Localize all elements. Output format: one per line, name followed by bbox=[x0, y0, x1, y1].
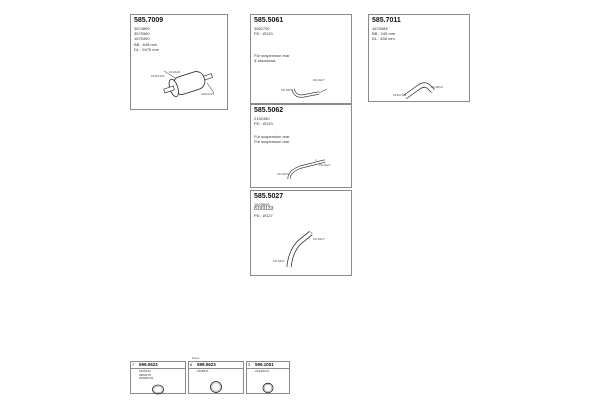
part-card-585-7009 bbox=[130, 14, 228, 110]
part-ref-line: 1675490 bbox=[134, 36, 150, 41]
part-ref-line: 3574809 bbox=[134, 26, 150, 31]
callout-label: 1D-0127 bbox=[277, 172, 289, 176]
fixing-card bbox=[188, 361, 244, 394]
leader-line bbox=[319, 89, 327, 93]
part-number: 585.7011 bbox=[372, 17, 401, 24]
pipe-drawing bbox=[289, 79, 329, 101]
part-card-585-7011 bbox=[368, 14, 470, 102]
part-ref-line: 1675984 bbox=[372, 26, 388, 31]
part-ref-line: 3575980 bbox=[134, 31, 150, 36]
part-number: 585.5062 bbox=[254, 107, 284, 114]
part-number: 585.5027 bbox=[254, 193, 284, 200]
clamp-ring-drawing bbox=[209, 380, 223, 394]
part-ref-line: 2152450 bbox=[254, 116, 270, 121]
strip-title: Fixes bbox=[192, 356, 200, 360]
callout-label: 1 bbox=[315, 158, 317, 162]
fixings-strip bbox=[130, 356, 290, 394]
callout-label: 1D-0127 bbox=[313, 237, 325, 241]
part-number: 599.0623 bbox=[197, 362, 216, 367]
part-ref-line: 3962790 bbox=[254, 26, 270, 31]
part-spec-line: PD : Ø120 bbox=[254, 121, 273, 126]
callout-label: 2D-0127 bbox=[313, 78, 325, 82]
callout-label: 1516Y121 bbox=[393, 93, 407, 97]
part-ref-line: 1595871 bbox=[197, 369, 209, 373]
part-note: Für suspension rear bbox=[254, 134, 290, 139]
part-ref-line: 2243/3247 bbox=[255, 369, 270, 373]
callout-label: 1D0-0127 bbox=[201, 92, 215, 96]
callout-label: 10-0140 bbox=[169, 70, 181, 74]
fixing-card bbox=[130, 361, 186, 394]
part-card-585-5062 bbox=[250, 104, 352, 188]
outlet-pipe bbox=[204, 74, 213, 80]
position-number: 7 bbox=[132, 362, 135, 367]
part-spec-line: PD : Ø120 bbox=[254, 31, 273, 36]
part-number: 585.7009 bbox=[134, 17, 164, 24]
part-note: Für suspension rear bbox=[254, 53, 290, 58]
part-number: 585.5061 bbox=[254, 17, 284, 24]
part-ref-line: 2248/0122 bbox=[139, 376, 154, 381]
part-card-585-5027 bbox=[250, 190, 352, 276]
position-number: 3 bbox=[248, 362, 251, 367]
fixing-card-header bbox=[131, 362, 185, 369]
part-spec-line: PD : Ø127 bbox=[254, 213, 273, 218]
fixing-card bbox=[246, 361, 290, 394]
callout-label: 1 bbox=[311, 231, 313, 235]
part-number: 599.0622 bbox=[139, 362, 158, 367]
pipe-drawing bbox=[281, 227, 321, 271]
pipe-drawing bbox=[281, 155, 331, 185]
callout-label: 1D-0127 bbox=[281, 88, 293, 92]
clamp-ring-drawing bbox=[261, 382, 275, 394]
part-spec-line: DL : 9475 mm bbox=[134, 47, 159, 52]
part-note: & stockiowa bbox=[254, 58, 276, 63]
part-spec-line: DL : 456 mm bbox=[372, 36, 395, 41]
part-ref-line: 8199133 bbox=[254, 206, 274, 212]
callout-label: 1D-0210 bbox=[431, 85, 443, 89]
part-ref-line: 1625134 bbox=[139, 369, 151, 373]
callout-label: 1516Y121 bbox=[151, 74, 165, 78]
fixing-card-header bbox=[247, 362, 289, 369]
part-ref-line: 3962478 bbox=[139, 372, 151, 377]
callout-label: 1D-0127 bbox=[319, 163, 331, 167]
clamp-ring-drawing bbox=[151, 384, 165, 395]
callout-label: 1D-0127 bbox=[273, 259, 285, 263]
part-spec-line: BB : 645 mm bbox=[134, 42, 158, 47]
fixing-card-header bbox=[189, 362, 243, 369]
part-note: Für suspension rear bbox=[254, 139, 290, 144]
part-number: 599.1001 bbox=[255, 362, 274, 367]
part-card-585-5061 bbox=[250, 14, 352, 104]
part-ref-line: 1629605 bbox=[254, 202, 270, 207]
part-spec-line: BB : 245 mm bbox=[372, 31, 396, 36]
position-number: 6 bbox=[190, 362, 193, 367]
